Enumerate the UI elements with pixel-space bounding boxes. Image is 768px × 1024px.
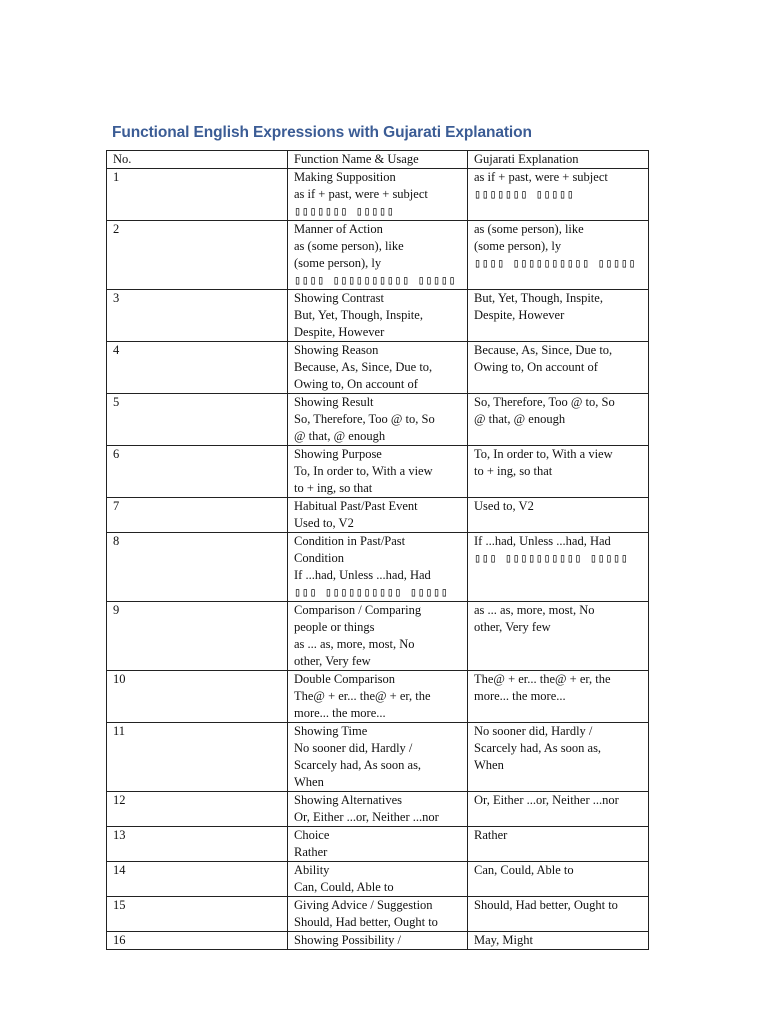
- table-row: [107, 602, 649, 671]
- explanation-line: Because, As, Since, Due to,: [474, 343, 613, 357]
- table-header-row: [107, 151, 649, 169]
- table-row: [107, 533, 649, 602]
- expressions-table: [106, 150, 649, 950]
- usage-line: Showing Purpose: [294, 447, 382, 461]
- usage-line: Showing Reason: [294, 343, 379, 357]
- gujarati-explanation-cell: [468, 221, 649, 290]
- usage-line: other, Very few: [294, 654, 371, 668]
- function-usage-cell: [288, 342, 468, 394]
- usage-line: (some person), ly: [294, 256, 382, 270]
- row-number: 10: [107, 671, 288, 723]
- header-gujarati-explanation: Gujarati Explanation: [468, 151, 649, 169]
- usage-line: ▯▯▯▯▯▯▯ ▯▯▯▯▯: [294, 204, 395, 218]
- explanation-line: Used to, V2: [474, 499, 534, 513]
- usage-line: to + ing, so that: [294, 481, 373, 495]
- gujarati-explanation-cell: [468, 897, 649, 932]
- function-usage-cell: [288, 897, 468, 932]
- header-function-usage: Function Name & Usage: [288, 151, 468, 169]
- table-row: [107, 446, 649, 498]
- usage-line: Showing Alternatives: [294, 793, 402, 807]
- usage-line: Owing to, On account of: [294, 377, 418, 391]
- explanation-line: (some person), ly: [474, 239, 562, 253]
- table-row: [107, 827, 649, 862]
- explanation-line: The@ + er... the@ + er, the: [474, 672, 611, 686]
- usage-line: as (some person), like: [294, 239, 404, 253]
- gujarati-explanation-cell: [468, 446, 649, 498]
- function-usage-cell: [288, 446, 468, 498]
- gujarati-explanation-cell: [468, 932, 649, 950]
- row-number: 2: [107, 221, 288, 290]
- explanation-line: other, Very few: [474, 620, 551, 634]
- usage-line: as ... as, more, most, No: [294, 637, 415, 651]
- usage-line: So, Therefore, Too @ to, So: [294, 412, 435, 426]
- explanation-line: Despite, However: [474, 308, 565, 322]
- usage-line: Showing Result: [294, 395, 374, 409]
- usage-line: ▯▯▯▯ ▯▯▯▯▯▯▯▯▯▯ ▯▯▯▯▯: [294, 273, 457, 287]
- usage-line: When: [294, 775, 324, 789]
- usage-line: Making Supposition: [294, 170, 396, 184]
- usage-line: ▯▯▯ ▯▯▯▯▯▯▯▯▯▯ ▯▯▯▯▯: [294, 585, 449, 599]
- gujarati-explanation-cell: [468, 862, 649, 897]
- gujarati-explanation-cell: [468, 498, 649, 533]
- function-usage-cell: [288, 221, 468, 290]
- explanation-line: Rather: [474, 828, 508, 842]
- explanation-line: as ... as, more, most, No: [474, 603, 595, 617]
- table-row: [107, 792, 649, 827]
- table-row: [107, 342, 649, 394]
- function-usage-cell: [288, 671, 468, 723]
- row-number: 3: [107, 290, 288, 342]
- usage-line: Habitual Past/Past Event: [294, 499, 418, 513]
- table-row: [107, 498, 649, 533]
- function-usage-cell: [288, 169, 468, 221]
- row-number: 11: [107, 723, 288, 792]
- explanation-line: But, Yet, Though, Inspite,: [474, 291, 603, 305]
- usage-line: Or, Either ...or, Neither ...nor: [294, 810, 439, 824]
- explanation-line: ▯▯▯▯▯▯▯ ▯▯▯▯▯: [474, 187, 575, 201]
- table-row: [107, 394, 649, 446]
- row-number: 13: [107, 827, 288, 862]
- row-number: 12: [107, 792, 288, 827]
- table-row: [107, 862, 649, 897]
- explanation-line: To, In order to, With a view: [474, 447, 613, 461]
- usage-line: Condition: [294, 551, 345, 565]
- function-usage-cell: [288, 394, 468, 446]
- explanation-line: Should, Had better, Ought to: [474, 898, 618, 912]
- usage-line: Comparison / Comparing: [294, 603, 422, 617]
- row-number: 7: [107, 498, 288, 533]
- row-number: 1: [107, 169, 288, 221]
- row-number: 9: [107, 602, 288, 671]
- usage-line: Showing Contrast: [294, 291, 384, 305]
- table-row: [107, 723, 649, 792]
- usage-line: Should, Had better, Ought to: [294, 915, 438, 929]
- usage-line: Showing Possibility /: [294, 933, 401, 947]
- table-row: [107, 169, 649, 221]
- header-no: No.: [107, 151, 288, 169]
- usage-line: Double Comparison: [294, 672, 396, 686]
- usage-line: To, In order to, With a view: [294, 464, 433, 478]
- usage-line: Choice: [294, 828, 330, 842]
- row-number: 16: [107, 932, 288, 950]
- explanation-line: No sooner did, Hardly /: [474, 724, 593, 738]
- gujarati-explanation-cell: [468, 533, 649, 602]
- usage-line: Despite, However: [294, 325, 385, 339]
- explanation-line: @ that, @ enough: [474, 412, 566, 426]
- table-row: [107, 932, 649, 950]
- explanation-line: So, Therefore, Too @ to, So: [474, 395, 615, 409]
- explanation-line: Can, Could, Able to: [474, 863, 574, 877]
- usage-line: people or things: [294, 620, 375, 634]
- table-row: [107, 290, 649, 342]
- table-body: [107, 169, 649, 950]
- usage-line: @ that, @ enough: [294, 429, 386, 443]
- row-number: 6: [107, 446, 288, 498]
- table-row: [107, 897, 649, 932]
- function-usage-cell: [288, 827, 468, 862]
- usage-line: Ability: [294, 863, 330, 877]
- usage-line: Showing Time: [294, 724, 368, 738]
- gujarati-explanation-cell: [468, 602, 649, 671]
- explanation-line: When: [474, 758, 504, 772]
- gujarati-explanation-cell: [468, 394, 649, 446]
- function-usage-cell: [288, 498, 468, 533]
- page-title: Functional English Expressions with Gujarati Explanation: [112, 124, 532, 141]
- gujarati-explanation-cell: [468, 827, 649, 862]
- usage-line: But, Yet, Though, Inspite,: [294, 308, 423, 322]
- function-usage-cell: [288, 723, 468, 792]
- function-usage-cell: [288, 862, 468, 897]
- row-number: 15: [107, 897, 288, 932]
- usage-line: Condition in Past/Past: [294, 534, 406, 548]
- usage-line: If ...had, Unless ...had, Had: [294, 568, 431, 582]
- gujarati-explanation-cell: [468, 290, 649, 342]
- explanation-line: more... the more...: [474, 689, 566, 703]
- table-row: [107, 221, 649, 290]
- usage-line: Scarcely had, As soon as,: [294, 758, 422, 772]
- function-usage-cell: [288, 290, 468, 342]
- usage-line: Can, Could, Able to: [294, 880, 394, 894]
- usage-line: No sooner did, Hardly /: [294, 741, 413, 755]
- explanation-line: Scarcely had, As soon as,: [474, 741, 602, 755]
- gujarati-explanation-cell: [468, 169, 649, 221]
- usage-line: The@ + er... the@ + er, the: [294, 689, 431, 703]
- gujarati-explanation-cell: [468, 792, 649, 827]
- gujarati-explanation-cell: [468, 342, 649, 394]
- function-usage-cell: [288, 792, 468, 827]
- row-number: 8: [107, 533, 288, 602]
- row-number: 4: [107, 342, 288, 394]
- function-usage-cell: [288, 602, 468, 671]
- function-usage-cell: [288, 533, 468, 602]
- row-number: 5: [107, 394, 288, 446]
- usage-line: Giving Advice / Suggestion: [294, 898, 433, 912]
- explanation-line: as if + past, were + subject: [474, 170, 608, 184]
- row-number: 14: [107, 862, 288, 897]
- usage-line: Because, As, Since, Due to,: [294, 360, 433, 374]
- explanation-line: as (some person), like: [474, 222, 584, 236]
- explanation-line: ▯▯▯ ▯▯▯▯▯▯▯▯▯▯ ▯▯▯▯▯: [474, 551, 629, 565]
- table-row: [107, 671, 649, 723]
- explanation-line: If ...had, Unless ...had, Had: [474, 534, 611, 548]
- gujarati-explanation-cell: [468, 723, 649, 792]
- function-usage-cell: [288, 932, 468, 950]
- usage-line: more... the more...: [294, 706, 386, 720]
- gujarati-explanation-cell: [468, 671, 649, 723]
- explanation-line: ▯▯▯▯ ▯▯▯▯▯▯▯▯▯▯ ▯▯▯▯▯: [474, 256, 637, 270]
- usage-line: Used to, V2: [294, 516, 354, 530]
- usage-line: Rather: [294, 845, 328, 859]
- explanation-line: to + ing, so that: [474, 464, 553, 478]
- usage-line: as if + past, were + subject: [294, 187, 428, 201]
- explanation-line: Or, Either ...or, Neither ...nor: [474, 793, 619, 807]
- usage-line: Manner of Action: [294, 222, 383, 236]
- explanation-line: Owing to, On account of: [474, 360, 598, 374]
- explanation-line: May, Might: [474, 933, 533, 947]
